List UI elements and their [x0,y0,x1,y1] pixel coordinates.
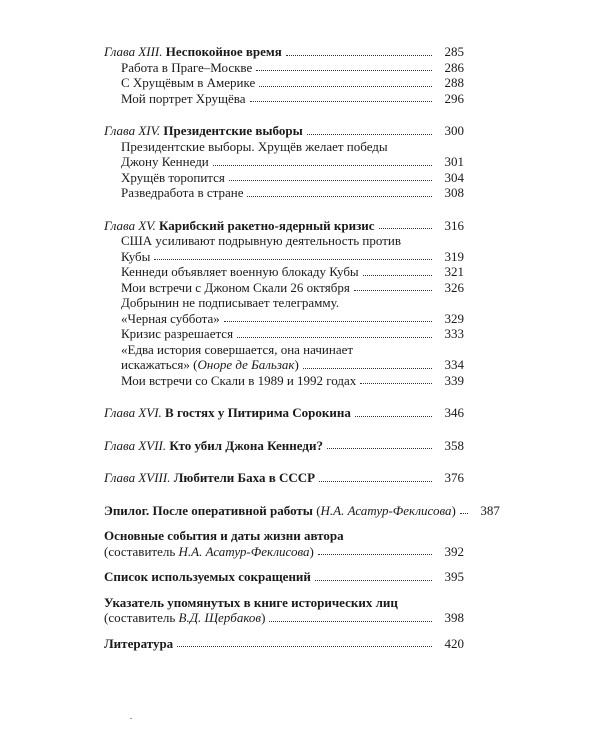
page-number: 333 [444,326,464,341]
toc-entry-chapter-15[interactable] [104,218,464,234]
dot-leader [318,554,432,555]
toc-entry-chapter-13[interactable] [104,44,464,60]
toc-subentry[interactable] [104,357,464,373]
subentry-title: Джону Кеннеди [121,154,209,169]
dot-leader [315,580,432,581]
dot-leader [319,481,432,482]
chapter-number: Глава XVIII. [104,470,171,485]
dot-leader [355,416,432,417]
entry-title: Эпилог. После оперативной работы [104,502,313,518]
subentry-title-line: Добрынин не подписывает телеграмму. [121,295,340,310]
page-number: 308 [444,185,464,200]
dot-leader [256,70,432,71]
entry-title[interactable]: Основные события и даты жизни автора [104,528,344,543]
toc-subentry[interactable] [104,326,464,342]
chapter-number: Глава XIII. [104,44,163,59]
dot-leader [307,134,432,135]
dot-leader [250,101,432,102]
toc-entry-chapter-18[interactable] [104,470,464,486]
chapter-number: Глава XIV. [104,123,161,138]
toc-subentry[interactable] [104,264,464,280]
subentry-title: Хрущёв торопится [121,169,225,185]
close-paren: ) [261,610,266,625]
page-number: 285 [444,44,464,59]
compiler-name: В.Д. Щербаков [178,610,262,625]
toc-subentry[interactable] [104,60,464,76]
toc-entry-chapter-17[interactable] [104,438,464,454]
page-number: 319 [444,248,464,264]
compiler-prefix: (составитель [104,610,179,625]
open-paren: ( [312,502,321,518]
chapter-title: Неспокойное время [165,44,282,59]
page-number: 316 [444,217,464,233]
subentry-title: Работа в Праге–Москве [121,59,253,75]
quote-author: Оноре де Бальзак [197,357,295,372]
closing-paren: ) [294,357,299,372]
entry-title[interactable]: Указатель упомянутых в книге исторических лиц [104,594,398,610]
dot-leader [229,180,432,181]
page-number: 300 [444,123,464,138]
subentry-title: Кеннеди объявляет военную блокаду Кубы [121,264,359,279]
toc-entry-chronology[interactable] [104,544,464,560]
toc-subentry[interactable] [104,91,464,107]
page-number: 420 [444,635,464,651]
subentry-title-line: Президентские выборы. Хрущёв желает победы [121,138,388,154]
dot-leader [286,55,432,56]
chapter-title: Карибский ракетно-ядерный кризис [159,217,375,233]
dot-leader [224,321,432,322]
page-number: 392 [444,543,464,559]
dot-leader [360,383,432,384]
compiler-name: Н.А. Асатур-Феклисова [178,543,310,559]
dot-leader [303,368,432,369]
toc-entry-epilogue[interactable] [104,502,500,519]
toc-subentry[interactable] [104,280,464,296]
dot-leader [213,165,432,166]
toc-subentry[interactable] [104,249,464,265]
dot-leader [460,513,468,514]
chapter-title: Президентские выборы [163,123,303,138]
subentry-title: Мои встречи с Джоном Скали 26 октября [121,279,350,295]
subentry-title: Мой портрет Хрущёва [121,90,246,106]
page-number: 387 [480,502,500,518]
subentry-title: Мои встречи со Скали в 1989 и 1992 годах [121,372,357,388]
toc-subentry[interactable] [104,373,464,389]
dot-leader [177,646,432,647]
subentry-title: С Хрущёвым в Америке [121,75,256,90]
page-number: 301 [444,154,464,169]
dot-leader [247,196,432,197]
page-number: 296 [444,90,464,106]
chapter-number: Глава XV. [104,217,156,233]
dot-leader [237,337,432,338]
subentry-title: Кубы [121,248,151,264]
chapter-title: Кто убил Джона Кеннеди? [169,437,323,453]
page-number: 339 [444,372,464,388]
chapter-title: Любители Баха в СССР [173,470,316,485]
dot-leader [379,228,432,229]
close-paren: ) [309,543,314,559]
chapter-number: Глава XVII. [104,437,167,453]
toc-subentry[interactable] [104,311,464,327]
toc-entry-chapter-16[interactable] [104,405,464,421]
page-number: 334 [444,357,464,372]
dot-leader [363,275,432,276]
subentry-title-line: «Едва история совершается, она начинает [121,341,354,357]
toc-subentry[interactable] [104,75,464,91]
subentry-title: Разведработа в стране [121,185,244,200]
subentry-title: «Черная суббота» [121,310,220,326]
toc-entry-abbreviations[interactable] [104,569,464,585]
page-number: 286 [444,59,464,75]
dot-leader [354,290,432,291]
entry-author: Н.А. Асатур-Феклисова [320,502,452,518]
dot-leader [269,621,432,622]
page-number: 346 [444,405,464,420]
subentry-title: Кризис разрешается [121,326,234,341]
toc-entry-chapter-14[interactable] [104,123,464,139]
toc-subentry[interactable] [104,170,464,186]
entry-title: Литература [104,635,174,651]
dot-leader [259,86,432,87]
toc-subentry[interactable] [104,154,464,170]
chapter-number: Глава XVI. [104,405,162,420]
page-number: 321 [444,264,464,279]
entry-title: Список используемых сокращений [104,569,311,584]
subentry-title-line: США усиливают подрывную деятельность против [121,233,401,248]
page-number: 288 [444,75,464,90]
subentry-title: искажаться» ( [121,357,198,372]
toc-subentry[interactable] [104,185,464,201]
dot-leader [327,448,432,449]
page-number: 326 [444,279,464,295]
page-number: 376 [444,470,464,485]
chapter-title: В гостях у Питирима Сорокина [165,405,351,420]
compiler-prefix: (составитель [104,543,179,559]
page-number: 398 [444,610,464,625]
page-number: 395 [444,569,464,584]
dot-leader [154,259,432,260]
print-speck [130,718,132,719]
close-paren: ) [451,502,456,518]
toc-entry-literature[interactable] [104,636,464,652]
table-of-contents [104,44,500,651]
page-number: 358 [444,437,464,453]
toc-entry-index[interactable] [104,610,464,626]
page-number: 329 [444,310,464,326]
page-number: 304 [444,169,464,185]
